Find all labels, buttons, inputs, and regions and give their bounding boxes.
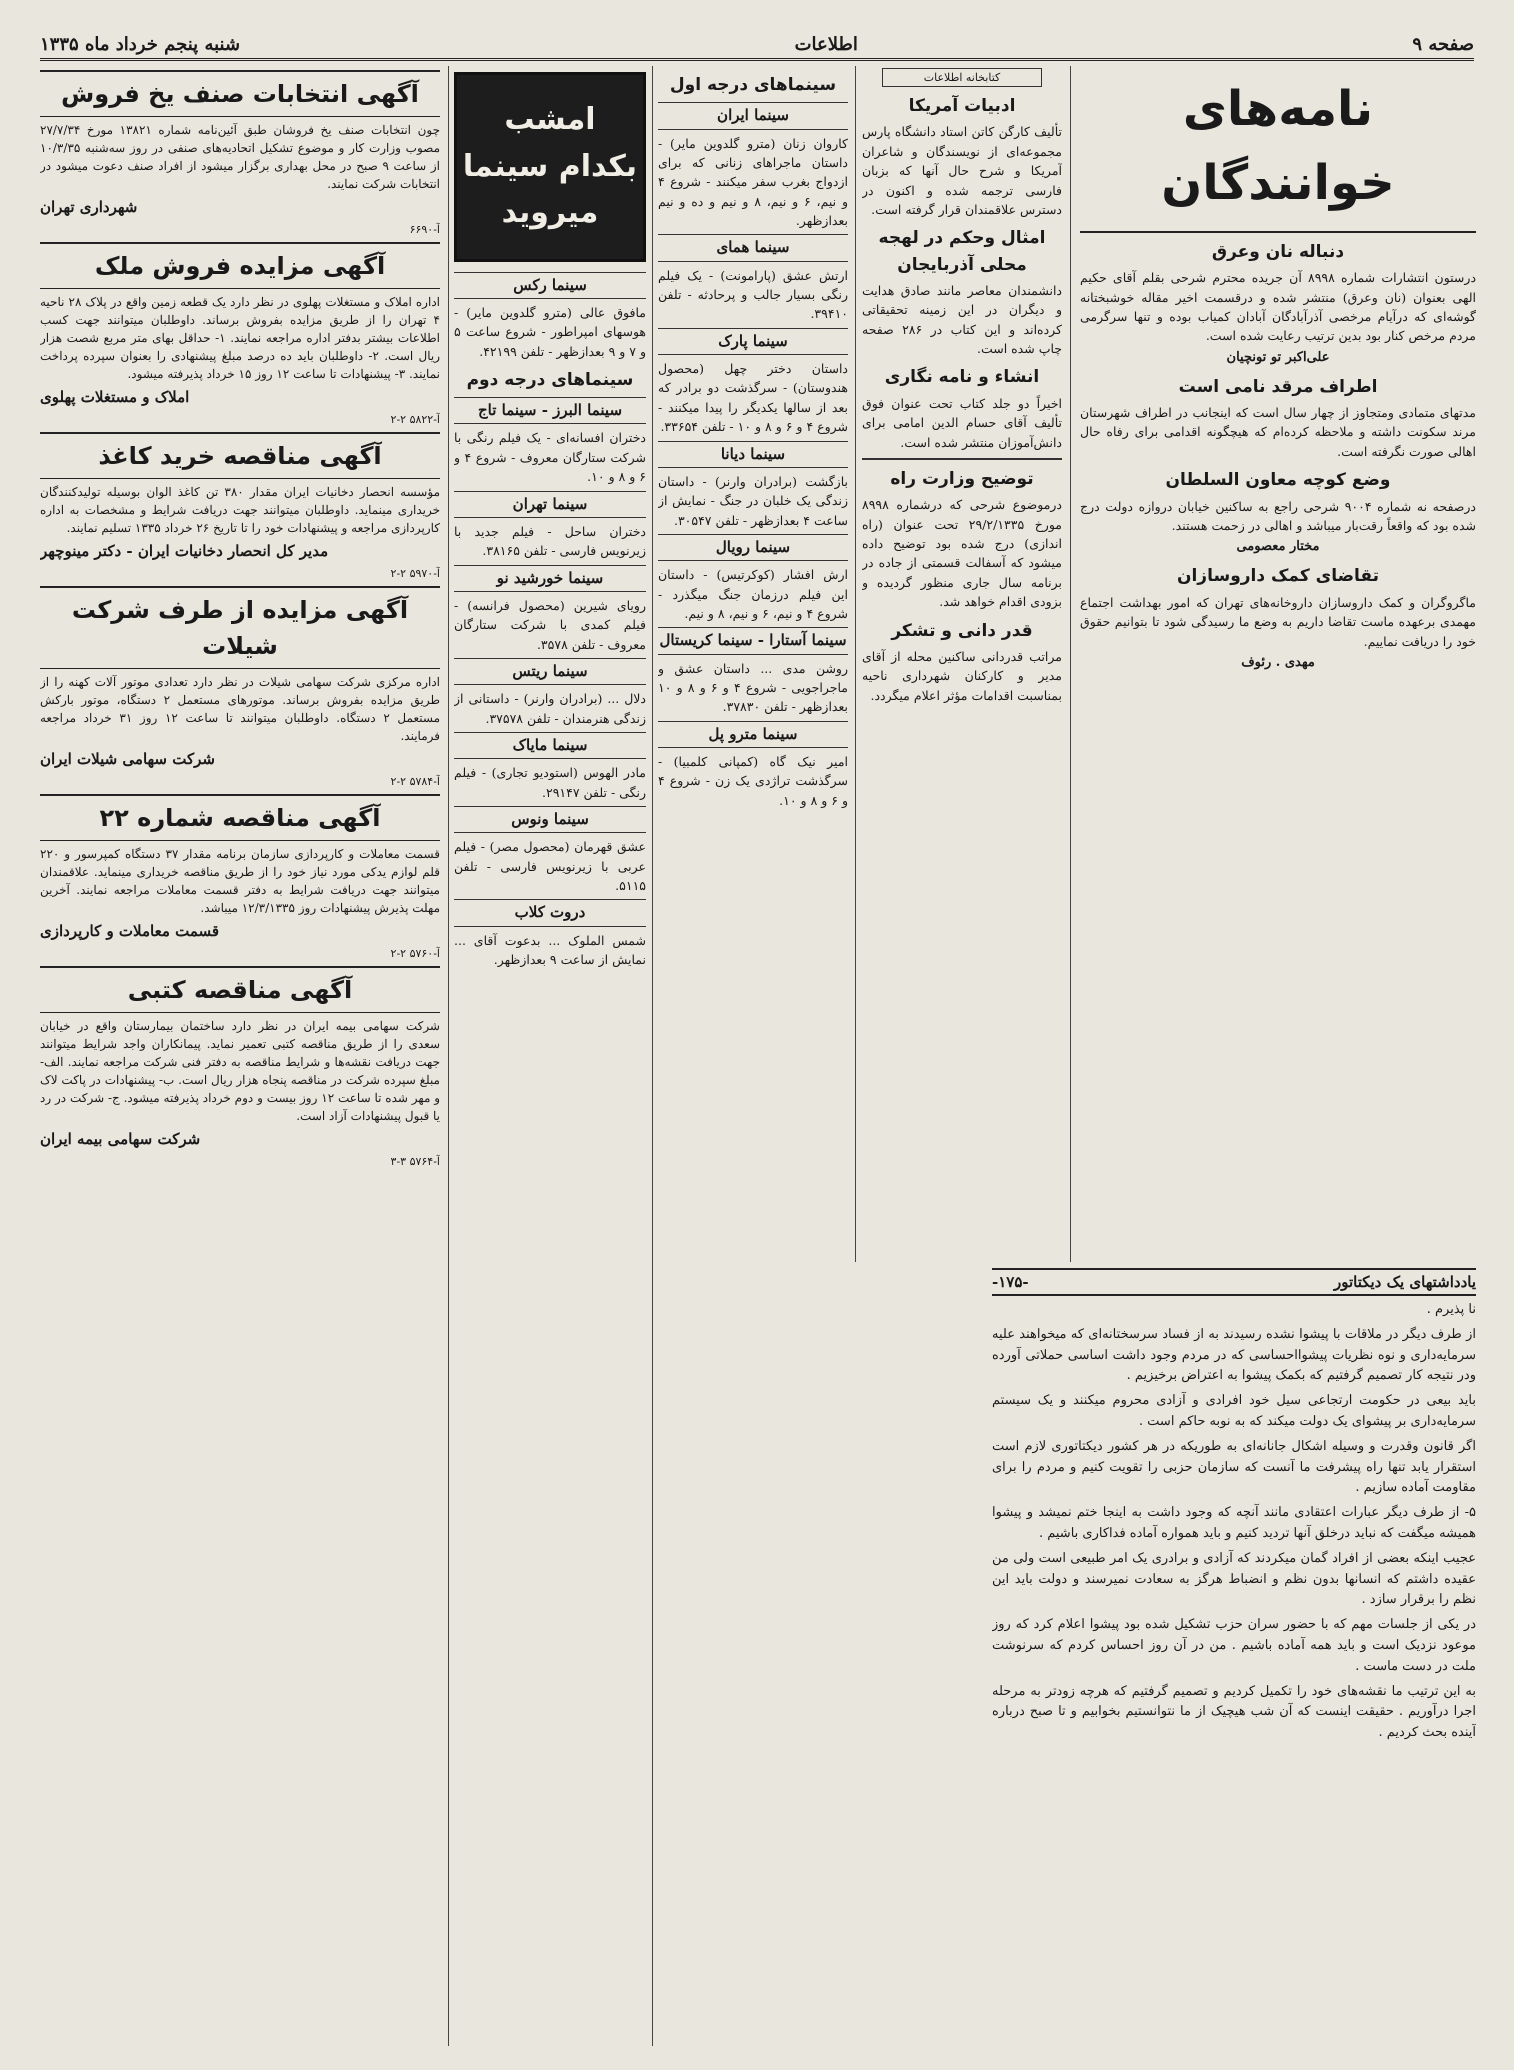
ad-signature: شرکت سهامی شیلات ایران: [40, 750, 215, 768]
memoir-paragraph: اگر قانون وقدرت و وسیله اشکال جانانه‌ای به طوریکه در هر کشور دیکتاتوری لازم است استقرار یابد تنها راه پیشرفت ما آنست که سازمان حزبی را تقویت کنیم و مردم را برای مقاومت آماده سازیم .: [992, 1438, 1476, 1496]
book-title: امثال وحکم در لهجه محلی آذربایجان: [878, 228, 1046, 275]
cinema-name: سینما مایاک: [454, 732, 646, 759]
ad-text: مؤسسه انحصار دخانیات ایران مقدار ۳۸۰ تن کاغذ الوان بوسیله تولیدکنندگان خریداری مینماید. داوطلبان میتوانند جهت دریافت شرایط و مشخصات به اداره کارپردازی مراجعه و پیشنهادات خود را تا تاریخ ۲۶ خرداد ۱۳۳۵ تسلیم نمایند.: [40, 485, 440, 535]
ad-title: آگهی مناقصه کتبی: [40, 966, 440, 1013]
memoir-paragraph: به این ترتیب ما نقشه‌های خود را تکمیل کردیم و تصمیم گرفتیم که هرچه زودتر به مرحله اجرا درآوریم . حقیقت اینست که آن شب هیچیک از ما نتوانستیم بخوابیم و تا صبح درباره آینده بحث کردیم .: [992, 1683, 1476, 1741]
cinema-banner: امشب بکدام سینما میروید: [454, 72, 646, 262]
ad-code: آ-۵۷۶۴ ۳-۳: [390, 1154, 440, 1168]
ad-title: آگهی مناقصه شماره ۲۲: [40, 794, 440, 841]
letter-title: تقاضای کمک داروسازان: [1176, 566, 1380, 587]
cinema-section-title: سینماهای درجه اول: [669, 75, 837, 95]
memoir-paragraph: ۵- از طرف دیگر عبارات اعتقادی مانند آنچه که وجود داشت به اینجا ختم نمیشد و پیشوا همیشه میگفت که نباید درخلق آنها تردید کنیم و باید همواره آماده فداکاری باشیم .: [992, 1505, 1476, 1541]
letter-title: وضع کوچه معاون السلطان: [1165, 470, 1391, 491]
cinema-listing: ارتش عشق (پارامونت) - یک فیلم رنگی بسیار جالب و پرحادثه - تلفن ۳۹۴۱۰.: [658, 267, 848, 322]
letter-title: دنباله نان وعرق: [1211, 241, 1345, 262]
ministry-text: درموضوع شرحی که درشماره ۸۹۹۸ مورخ ۲۹/۲/۱۳۳۵ تحت عنوان (راه اندازی)‌ درج شده بود توضیح داده میشود که آسفالت قسمتی از جاده در برنامه سال جاری منظور گردیده و بزودی اقدام خواهد شد.: [862, 497, 1062, 610]
ad-text: چون انتخابات صنف یخ فروشان طبق آئین‌نامه شماره ۱۳۸۲۱ مورخ ۲۷/۷/۳۴ مصوب وزارت کار و موضوع تشکیل اتحادیه‌های صنفی در روز سه‌شنبه ۱۰/۳/۳۵ از ساعت ۹ صبح در محل بهداری برگزار میشود از افراد صنف دعوت میشود در انتخابات شرکت نمایند.: [40, 123, 440, 191]
letter-signature: مختار معصومی: [1236, 539, 1320, 555]
cinema-listing: مادر الهوس (استودیو تجاری) - فیلم رنگی - تلفن ۲۹۱۴۷.: [454, 765, 646, 800]
ad-signature: شرکت سهامی بیمه ایران: [40, 1130, 201, 1148]
thanks-title: قدر دانی و تشکر: [891, 620, 1033, 641]
ad-signature: مدیر کل انحصار دخانیات ایران - دکتر مینوچهر: [40, 542, 329, 560]
letter-signature: علی‌اکبر تو تونچیان: [1226, 349, 1330, 365]
ad-text: اداره املاک و مستغلات پهلوی در نظر دارد یک قطعه زمین واقع در پلاک ۲۸ ناحیه ۴ تهران را از طریق مزایده بفروش برساند. داوطلبان میتوانند جهت کسب اطلاعات بیشتر بدفتر اداره مراجعه نمایند. ۱- حداقل بهای متر مربع شصت هزار ریال است. ۲- داوطلبان باید ده درصد مبلغ پیشنهادی را بعنوان سپرده پرداخت نمایند. ۳- پیشنهادات تا ساعت ۱۲ روز ۱۵ خرداد پذیرفته میشود.: [40, 295, 440, 381]
cinema-listing: مافوق عالی (مترو گلدوین مایر) - هوسهای امپراطور - شروع ساعت ۵ و ۷ و ۹ بعدازظهر - تلفن ۴۲۱۹۹.: [454, 304, 646, 359]
book-title: انشاء و نامه نگاری: [884, 367, 1040, 388]
ad-title: آگهی انتخابات صنف یخ فروش: [40, 70, 440, 117]
memoir-paragraph: در یکی از جلسات مهم که با حضور سران حزب تشکیل شده بود پیشوا اعلام کرد که روز موعود نزدیک است و باید همه آماده باشیم . من در آن روز احساس کردم که سرنوشت ملت در دست ماست .: [992, 1617, 1476, 1674]
cinema-name: سینما ونوس: [454, 806, 646, 833]
letters-column: [1080, 66, 1476, 1262]
letter-text: مدتهای متمادی ومتجاوز از چهار سال است که اینجانب در اطراف شهرستان مرند سکونت داشته و ملاحظه کرده‌ام که هیچگونه اقدامی برای رفاه حال اهالی صورت نگرفته است.: [1080, 405, 1476, 459]
column-divider: [652, 66, 653, 2046]
memoir-body: [992, 1300, 1476, 2040]
column-divider: [1070, 66, 1071, 1262]
cinema-column-left: [454, 66, 646, 2046]
library-tag: کتابخانه اطلاعات: [882, 68, 1042, 87]
page-header: [40, 30, 1474, 61]
ad-signature: قسمت معاملات و کارپردازی: [40, 922, 220, 940]
paper-name: اطلاعات: [794, 33, 858, 55]
cinema-name: سینما تهران: [454, 491, 646, 518]
letter-text: ماگروگران و کمک داروسازان داروخانه‌های تهران که امور بهداشت اجتماع مهمدی برعهده ماست تقاضا داریم به وضع ما رسیدگی شود تا بتوانیم حقوق خود را دریافت نماییم.: [1080, 594, 1476, 649]
cinema-listing: کاروان زنان (مترو گلدوین مایر) - داستان ماجراهای زنانی که برای ازدواج بغرب سفر میکنند - شروع ۴ و نیم، ۶ و نیم، ۸ و نیم و ده و نیم بعدازظهر.: [658, 135, 848, 229]
letter-text: درستون انتشارات شماره ۸۹۹۸ آن جریده محترم شرحی بقلم آقای حکیم الهی بعنوان (نان وعرق) منتشر شده و درقسمت اخیر مقاله خوشبختانه گوشه‌ای که درآیام مرخصی آذرآبادگان آبادان کمیاب بوده و تنها سرگرمی مردم مرخص کنار بود بدین ترتیب رعایت شده است.: [1080, 270, 1476, 344]
ad-title: آگهی مزایده از طرف شرکت شیلات: [40, 586, 440, 669]
ad-code: آ-۵۹۷۰ ۲-۲: [390, 566, 440, 580]
cinema-listing: دختران ساحل - فیلم جدید با زیرنویس فارسی - تلفن ۳۸۱۶۵.: [454, 523, 646, 559]
section-divider: [862, 458, 1062, 460]
page-number: صفحه ۹: [1412, 33, 1474, 55]
ad-text: شرکت سهامی بیمه ایران در نظر دارد ساختمان بیمارستان واقع در خیابان سعدی را از طریق مناقصه کتبی تعمیر نماید. پیمانکاران واجد شرایط میتوانند جهت دریافت نقشه‌ها و شرایط مناقصه به دفتر فنی شرکت مراجعه نمایند. الف- مبلغ سپرده شرکت در مناقصه پنجاه هزار ریال است. ب- پیشنهادات در پاکت لاک و مهر شده تا ساعت ۱۲ روز بیست و دوم خرداد پذیرفته میشود. ج- شرکت در رد یا قبول پیشنهادات آزاد است.: [40, 1019, 440, 1123]
cinema-listing: دلال ... (برادران وارنر) - داستانی از زندگی هنرمندان - تلفن ۳۷۵۷۸.: [454, 691, 646, 726]
ad-code: آ-۵۷۶۰ ۲-۲: [390, 946, 440, 960]
memoir-header: [992, 1268, 1476, 1296]
memoir-number: -۱۷۵-: [992, 1273, 1029, 1291]
ad-title: آگهی مناقصه خرید کاغذ: [40, 432, 440, 479]
cinema-listing: ارش افشار (کوکرتیس) - داستان این فیلم درزمان جنگ میگذرد - شروع ۴ و نیم، ۶ و نیم، ۸ و نیم.: [658, 567, 848, 621]
ad-code: آ-۵۸۲۲ ۲-۲: [390, 412, 440, 426]
ad-signature: املاک و مستغلات پهلوی: [40, 388, 190, 406]
cinema-listing: روشن مدی ... داستان عشق و ماجراجویی - شروع ۴ و ۶ و ۸ و ۱۰ بعدازظهر - تلفن ۳۷۸۳۰.: [658, 660, 848, 715]
cinema-name: سینما پارک: [658, 328, 848, 355]
issue-date: شنبه پنجم خرداد ماه ۱۳۳۵: [40, 33, 241, 55]
letter-text: درصفحه نه شماره ۹۰۰۴ شرحی راجع به ساکنین خیابان دروازه دولت درج شده بود که واقعاً رقت‌بار میباشد و اهالی در زحمت هستند.: [1080, 498, 1476, 533]
cinema-listing: رویای شیرین (محصول فرانسه) - فیلم کمدی با شرکت ستارگان معروف - تلفن ۳۵۷۸.: [454, 597, 646, 652]
memoir-paragraph: عجیب اینکه بعضی از افراد گمان میکردند که آزادی و برادری یک امر طبیعی است ولی من عقیده داشتم که انسانها بدون نظم و انضباط هرگز به سعادت نمیرسند و دولت باید این نظم را برقرار سازد .: [992, 1550, 1476, 1608]
cinema-name: سینما رویال: [658, 534, 848, 561]
cinema-name: سینما ریتس: [454, 658, 646, 685]
library-column: [862, 66, 1062, 1262]
ads-column: [40, 66, 440, 2046]
ministry-title: توضیح وزارت راه: [890, 468, 1034, 489]
cinema-section-title: سینماهای درجه دوم: [466, 369, 634, 390]
book-title: ادبیات آمریکا: [908, 96, 1016, 117]
memoir-paragraph: باید بیعی در حکومت ارتجاعی سیل خود افرادی و آزادی محروم میکنند و یک سیستم سرمایه‌داری بر پیشوای یک دولت میکند که به نوبه حاکم است .: [992, 1393, 1476, 1429]
cinema-listing: شمس الملوک ... بدعوت آقای ... نمایش از ساعت ۹ بعدازظهر.: [454, 932, 646, 967]
cinema-column-right: [658, 66, 848, 2046]
cinema-listing: داستان دختر چهل (محصول هندوستان) - سرگذشت دو برادر که بعد از سالها یکدیگر را پیدا میکنند - شروع ۴ و ۶ و ۸ و ۱۰ - تلفن ۳۳۶۵۴.: [658, 361, 848, 435]
ad-title: آگهی مزایده فروش ملک: [40, 242, 440, 289]
ad-text: قسمت معاملات و کارپردازی سازمان برنامه مقدار ۳۷ دستگاه کمپرسور و ۲۲۰ قلم لوازم یدکی مورد نیاز خود را از طریق مناقصه خریداری مینماید. علاقمندان میتوانند جهت دریافت شرایط به دفتر قسمت معاملات مراجعه نمایند. آخرین مهلت پذیرش پیشنهادات روز ۱۲/۳/۱۳۳۵ میباشد.: [40, 847, 440, 915]
cinema-name: سینما دیانا: [658, 441, 848, 468]
cinema-name: دروت کلاب: [454, 899, 646, 926]
book-text: دانشمندان معاصر مانند صادق هدایت و دیگران در این زمینه تحقیقاتی کرده‌اند و این کتاب در ۲۸۶ صفحه چاپ شده است.: [862, 282, 1062, 357]
cinema-listing: بازگشت (برادران وارنر) - داستان زندگی یک خلبان در جنگ - نمایش از ساعت ۴ بعدازظهر - تلفن ۳۰۵۴۷.: [658, 473, 848, 528]
cinema-name: سینما البرز - سینما تاج: [454, 397, 646, 424]
memoir-title: یادداشتهای یک دیکتاتور: [1333, 1273, 1476, 1291]
letter-title: اطراف مرقد نامی است: [1178, 376, 1378, 397]
cinema-name: سینما ایران: [658, 102, 848, 129]
cinema-name: سینما آستارا - سینما کریستال: [658, 627, 848, 654]
book-text: تألیف کارگن کاتن استاد دانشگاه پارس مجموعه‌ای از نویسندگان و شاعران آمریکا و شرح حال آنها که بزبان فارسی ترجمه شده و اکنون در دسترس علاقمندان قرار گرفته است.: [862, 124, 1062, 217]
cinema-name: سینما رکس: [454, 272, 646, 299]
letter-signature: مهدی . رئوف: [1241, 654, 1315, 670]
cinema-listing: دختران افسانه‌ای - یک فیلم رنگی با شرکت ستارگان معروف - شروع ۴ و ۶ و ۸ و ۱۰.: [454, 430, 646, 485]
ad-code: آ-۵۷۸۴ ۲-۲: [390, 774, 440, 788]
cinema-name: سینما همای: [658, 234, 848, 261]
thanks-text: مراتب قدردانی ساکنین محله از آقای مدیر و کارکنان شهرداری ناحیه بمناسبت اقدامات مؤثر اعلام میگردد.: [862, 648, 1062, 703]
book-text: اخیراً دو جلد کتاب تحت عنوان فوق تألیف آقای حسام الدین امامی برای دانش‌آموزان منتشر شده است.: [862, 395, 1062, 450]
ad-code: آ-۶۶۹۰: [409, 222, 440, 236]
column-divider: [855, 66, 856, 1262]
cinema-name: سینما مترو پل: [658, 721, 848, 748]
memoir-paragraph: نا پذیرم .: [1426, 1302, 1476, 1317]
cinema-listing: عشق قهرمان (محصول مصر) - فیلم عربی با زیرنویس فارسی - تلفن ۵۱۱۵.: [454, 839, 646, 893]
cinema-name: سینما خورشید نو: [454, 565, 646, 592]
letters-title: نامه‌های خوانندگان: [1080, 66, 1476, 233]
column-divider: [448, 66, 449, 2046]
cinema-listing: امیر نیک گاه (کمپانی کلمبیا) - سرگذشت تراژدی یک زن - شروع ۴ و ۶ و ۸ و ۱۰.: [658, 753, 848, 808]
ad-text: اداره مرکزی شرکت سهامی شیلات در نظر دارد تعدادی موتور آلات کهنه را از طریق مزایده بفروش برساند. موتورهای مستعمل ۲ دستگاه، موتور بارکش مستعمل ۲ دستگاه. داوطلبان میتوانند تا ساعت ۱۲ روز ۳۱ خرداد مراجعه فرمایند.: [40, 675, 440, 743]
ad-signature: شهرداری تهران: [40, 198, 138, 216]
memoir-paragraph: از طرف دیگر در ملاقات با پیشوا نشده رسیدند به از فساد سرسختانه‌ای که میخواهند علیه سرمایه‌داری و نوه نظریات پیشوا‌احساسی که در مردم وجود داشت اساسی حملاتی آورده ودر نتیجه کار تصمیم گرفتیم که بکمک پیشوا به اعتراض برخیزیم .: [992, 1326, 1476, 1384]
